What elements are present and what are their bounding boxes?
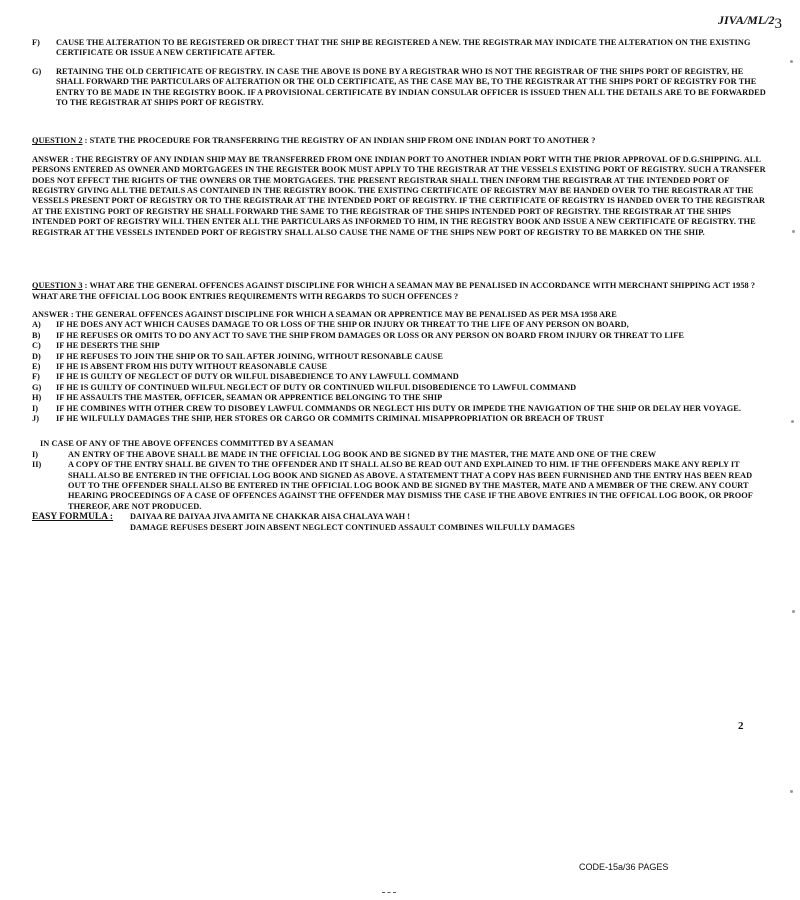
- answer-2: ANSWER : THE REGISTRY OF ANY INDIAN SHIP MAY BE TRANSFERRED FROM ONE INDIAN PORT TO ANOTHER INDIAN PORT WITH THE PRIOR APPROVAL OF D.G.SHIPPING. ALL PERSONS ENTERED AS OWNER AND MORTGAGEES IN THE REGISTER BOOK MUST APPLY TO THE REGISTRAR AT THE VESSELS EXISTING PORT OF REGISTRY. SUCH A TRANSFER DOES NOT EFFECT THE RIGHTS OF THE OWNERS OR THE MORTGAGEES. THE PRESENT REGISTRAR SHALL THEN INFORM THE REGISTRAR AT THE INTENDED PORT OF REGISTRY GIVING ALL THE DETAILS AS CONTAINED IN THE REGISTRY BOOK. THE EXISTING CERTIFICATE OF REGISTRY MAY BE HANDED OVER TO THE REGISTRAR AT THE VESSELS PRESENT PORT OF REGISTRY OR TO THE REGISTRAR AT THE INTENDED PORT OF REGISTRY. IF THE CERTIFICATE OF REGISTRY IS HANDED OVER TO THE REGISTRAR AT THE EXISTING PORT OF REGISTRY HE SHALL FORWARD THE SAME TO THE REGISTRAR OF THE SHIPS INTENDED PORT OF REGISTRY. THE REGISTRAR AT THE SHIPS INTENDED PORT OF REGISTRY WILL THEN ENTER ALL THE PARTICULARS AS INFORMED TO HIM, IN THE REGISTRY BOOK AND ISSUE A NEW CERTIFICATE OF REGISTRY. THE REGISTRAR AT THE VESSELS INTENDED PORT OF REGISTRY SHALL ALSO CAUSE THE NAME OF THE SHIPS NEW PORT OF REGISTRY TO BE MARKED ON THE SHIP.: [32, 154, 766, 237]
- list-item: [32, 331, 766, 341]
- scan-speck: [790, 60, 793, 63]
- list-item: [32, 362, 766, 372]
- question-3: [32, 281, 766, 302]
- list-item: [32, 450, 766, 460]
- question-label: QUESTION 3: [32, 281, 83, 291]
- item-marker: F): [32, 38, 40, 47]
- item-marker: II): [32, 460, 42, 470]
- log-entries-list: [32, 450, 766, 512]
- footer-code: CODE-15a/36 PAGES: [579, 862, 669, 872]
- page-number: 2: [738, 720, 744, 732]
- item-text: IF HE ASSAULTS THE MASTER, OFFICER, SEAMAN OR APPRENTICE BELONGING TO THE SHIP: [56, 393, 443, 403]
- item-marker: H): [32, 393, 42, 403]
- scan-speck: [791, 420, 794, 423]
- item-text: IF HE WILFULLY DAMAGES THE SHIP, HER STORES OR CARGO OR COMMITS CRIMINAL MISAPPROPRIATION OR BREACH OF TRUST: [56, 413, 605, 423]
- item-marker: J): [32, 413, 40, 423]
- item-marker: E): [32, 361, 41, 371]
- question-2: [32, 136, 766, 146]
- list-item: [32, 341, 766, 351]
- item-marker: I): [32, 403, 39, 413]
- scan-speck: [792, 230, 795, 233]
- list-item: [32, 383, 766, 393]
- item-text: AN ENTRY OF THE ABOVE SHALL BE MADE IN THE OFFICIAL LOG BOOK AND BE SIGNED BY THE MASTER, THE MATE AND ONE OF THE CREW: [68, 449, 657, 459]
- item-marker: F): [32, 372, 40, 382]
- list-item: [32, 404, 766, 414]
- item-text: IF HE DESERTS THE SHIP: [56, 341, 160, 351]
- question-label: QUESTION 2: [32, 136, 83, 146]
- page-header-code: JIVA/ML/23: [718, 13, 782, 32]
- list-item: [32, 372, 766, 382]
- item-text: IF HE IS GUILTY OF NEGLECT OF DUTY OR WILFUL DISABEDIENCE TO ANY LAWFULL COMMAND: [56, 372, 459, 382]
- item-marker: G): [32, 382, 42, 392]
- formula-line-1: DAIYAA RE DAIYAA JIVA AMITA NE CHAKKAR AISA CHALAYA WAH !: [130, 512, 411, 522]
- item-text: IF HE REFUSES OR OMITS TO DO ANY ACT TO SAVE THE SHIP FROM DAMAGES OR LOSS OR ANY PERSON ON BOARD FROM INJURY OR THREAT TO LIFE: [56, 330, 684, 340]
- header-page-mark: 3: [774, 16, 782, 32]
- offences-list: [32, 320, 766, 424]
- item-marker: B): [32, 330, 41, 340]
- list-item: [32, 67, 766, 109]
- item-marker: D): [32, 351, 41, 361]
- item-text: A COPY OF THE ENTRY SHALL BE GIVEN TO THE OFFENDER AND IT SHALL ALSO BE READ OUT AND EXPLAINED TO HIM. IF THE OFFENDERS MAKE ANY REPLY IT SHALL ALSO BE ENTERED IN THE OFFICIAL LOG BOOK AND SIGNED AS ABOVE. A STATEMENT THAT A COPY HAS BEEN FURNISHED AND THE ENTRY HAS BEEN READ OUT TO THE OFFENDER SHALL ALSO BE ENTERED IN THE OFFICIAL LOG BOOK AND BE SIGNED BY THE MASTER, MATE AND A MEMBER OF THE CREW. ANY COURT HEARING PROCEEDINGS OF A CASE OF OFFENCES AGAINST THE OFFENDER MAY DISMISS THE CASE IF THE ABOVE ENTRIES IN THE OFFICAL LOG BOOK, OR PROOF THEREOF, ARE NOT PRODUCED.: [68, 460, 753, 511]
- list-item: [32, 352, 766, 362]
- item-text: IF HE COMBINES WITH OTHER CREW TO DISOBEY LAWFUL COMMANDS OR NEGLECT HIS DUTY OR IMPEDE THE NAVIGATION OF THE SHIP OR DELAY HER VOYAGE.: [56, 403, 741, 413]
- item-text: IF HE REFUSES TO JOIN THE SHIP OR TO SAIL AFTER JOINING, WITHOUT RESONABLE CAUSE: [56, 351, 443, 361]
- item-marker: I): [32, 449, 39, 459]
- question-text: : WHAT ARE THE GENERAL OFFENCES AGAINST DISCIPLINE FOR WHICH A SEAMAN MAY BE PENALISED IN ACCORDANCE WITH MERCHANT SHIPPING ACT 1958 ? WHAT ARE THE OFFICIAL LOG BOOK ENTRIES REQUIREMENTS WITH REGARDS TO SUCH OFFENCES ?: [32, 281, 756, 301]
- formula-line-2: DAMAGE REFUSES DESERT JOIN ABSENT NEGLECT CONTINUED ASSAULT COMBINES WILFULLY DAMAGES: [130, 522, 575, 532]
- document-body: [32, 38, 766, 533]
- item-text: IF HE DOES ANY ACT WHICH CAUSES DAMAGE TO OR LOSS OF THE SHIP OR INJURY OR THREAT TO THE LIFE OF ANY PERSON ON BOARD,: [56, 320, 629, 330]
- item-text: IF HE IS ABSENT FROM HIS DUTY WITHOUT REASONABLE CAUSE: [56, 361, 328, 371]
- answer-3-intro: ANSWER : THE GENERAL OFFENCES AGAINST DISCIPLINE FOR WHICH A SEAMAN OR APPRENTICE MAY BE PENALISED AS PER MSA 1958 ARE: [32, 309, 617, 319]
- item-marker: A): [32, 320, 41, 330]
- item-marker: C): [32, 341, 41, 351]
- item-marker: G): [32, 66, 42, 76]
- question-text: : STATE THE PROCEDURE FOR TRANSFERRING THE REGISTRY OF AN INDIAN SHIP FROM ONE INDIAN PORT TO ANOTHER ?: [82, 136, 596, 146]
- easy-formula: [32, 512, 766, 522]
- list-item: [32, 460, 766, 512]
- item-text: IF HE IS GUILTY OF CONTINUED WILFUL NEGLECT OF DUTY OR CONTINUED WILFUL DISOBEDIENCE TO LAWFUL COMMAND: [56, 382, 577, 392]
- log-intro: IN CASE OF ANY OF THE ABOVE OFFENCES COMMITTED BY A SEAMAN: [40, 439, 334, 449]
- list-item: [32, 320, 766, 330]
- scan-speck: [792, 610, 795, 613]
- list-item: [32, 414, 766, 424]
- formula-label: EASY FORMULA :: [32, 512, 114, 523]
- item-text: RETAINING THE OLD CERTIFICATE OF REGISTRY. IN CASE THE ABOVE IS DONE BY A REGISTRAR WHO IS NOT THE REGISTRAR OF THE SHIPS PORT OF REGISTRY, HE SHALL FORWARD THE PARTICULARS OF ALTERATION OR THE OLD CERTIFICATE, AS THE CASE MAY BE, TO THE REGISTRAR AT THE SHIPS PORT OF REGISTRY FOR THE ENTRY TO BE MADE IN THE REGISTRY BOOK. IF A PROVISIONAL CERTIFICATE BY INDIAN CONSULAR OFFICER IS ISSUED THEN ALL THE DETAILS ARE TO BE FORWARDED TO THE REGISTRAR AT SHIPS PORT OF REGISTRY.: [56, 66, 766, 108]
- item-text: CAUSE THE ALTERATION TO BE REGISTERED OR DIRECT THAT THE SHIP BE REGISTERED A NEW. THE REGISTRAR MAY INDICATE THE ALTERATION ON THE EXISTING CERTIFICATE OR ISSUE A NEW CERTIFICATE AFTER.: [56, 38, 751, 58]
- footer-mark: [382, 892, 396, 894]
- scan-speck: [790, 790, 793, 793]
- list-item: [32, 393, 766, 403]
- list-item: [32, 38, 766, 59]
